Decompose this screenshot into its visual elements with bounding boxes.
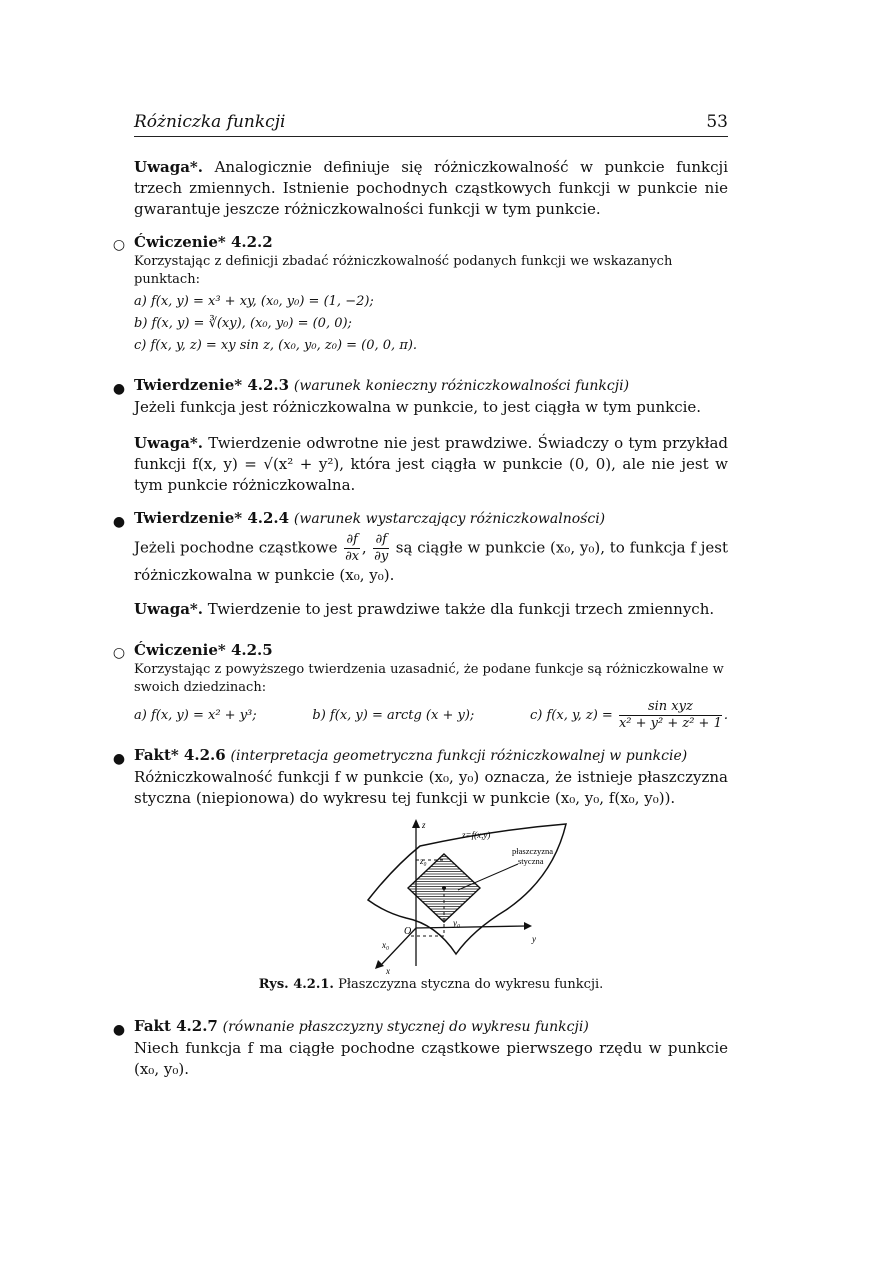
theorem-text-after: są ciągłe w punkcie (x₀, y₀), to funkcja f jest różniczkowalna w punkcie (x₀, y₀). <box>134 538 728 584</box>
partial-fx: $\frac{\partial f}{\partial x}$ <box>345 532 360 564</box>
exercise-intro: Korzystając z powyższego twierdzenia uzasadnić, że podane funkcje są różniczkowalne w swoich dziedzinach: <box>134 662 724 695</box>
figure-caption <box>134 977 728 992</box>
exercise-label: Ćwiczenie* 4.2.2 <box>134 233 273 251</box>
label-plane-1: płaszczyzna <box>512 846 554 856</box>
z-axis-arrow-icon <box>412 819 420 828</box>
theorem-bullet-icon <box>112 382 126 396</box>
fact-subtitle: (równanie płaszczyzny stycznej do wykresu funkcji) <box>222 1019 589 1035</box>
fact-subtitle: (interpretacja geometryczna funkcji różniczkowalnej w punkcie) <box>230 748 688 764</box>
y-axis <box>416 926 526 928</box>
exercise-label: Ćwiczenie* 4.2.5 <box>134 641 273 659</box>
exercise-item-a: a) f(x, y) = x² + y³; <box>134 708 257 723</box>
exercise-4-2-5 <box>134 640 728 732</box>
remark-3 <box>134 599 728 620</box>
exercise-bullet-icon <box>112 238 126 252</box>
label-y0: y₀ <box>453 918 461 928</box>
page-number: 53 <box>706 112 728 132</box>
theorem-text: Jeżeli funkcja jest różniczkowalna w punkcie, to jest ciągła w tym punkcie. <box>134 398 702 416</box>
chapter-title: Różniczka funkcji <box>134 112 286 132</box>
exercise-item-a: a) f(x, y) = x³ + xy, (x₀, y₀) = (1, −2); <box>134 294 374 309</box>
remark-text: Twierdzenie to jest prawdziwe także dla funkcji trzech zmiennych. <box>207 600 715 618</box>
theorem-text-before: Jeżeli pochodne cząstkowe <box>134 538 338 557</box>
fact-label: Fakt* 4.2.6 <box>134 746 226 764</box>
remark-text: Twierdzenie odwrotne nie jest prawdziwe. Świadczy o tym przykład funkcji f(x, y) = √(x² + y²), która jest ciągła w punkcie (0, 0), ale nie jest w tym punkcie różniczkowalna. <box>134 434 728 494</box>
remark-label: Uwaga*. <box>134 158 203 176</box>
theorem-subtitle: (warunek wystarczający różniczkowalności) <box>293 511 606 527</box>
remark-label: Uwaga*. <box>134 434 203 452</box>
exercise-item-c: c) f(x, y, z) = $\frac{\text{sin xyz}}{\text{x² + y² + z² + 1}}$ . <box>530 699 728 731</box>
exercise-intro: Korzystając z definicji zbadać różniczkowalność podanych funkcji we wskazanych punktach: <box>134 254 673 287</box>
partial-fy: $\frac{\partial f}{\partial y}$ <box>374 532 389 564</box>
caption-text: Płaszczyzna styczna do wykresu funkcji. <box>338 977 604 992</box>
exercise-item-b: b) f(x, y) = arctg (x + y); <box>312 708 475 723</box>
fact-bullet-icon <box>112 752 126 766</box>
caption-label: Rys. 4.2.1. <box>258 977 334 992</box>
fact-text: Niech funkcja f ma ciągłe pochodne cząstkowe pierwszego rzędu w punkcie (x₀, y₀). <box>134 1039 728 1078</box>
y-axis-arrow-icon <box>524 922 532 930</box>
label-origin: O <box>404 926 412 937</box>
label-z: z <box>422 820 426 830</box>
label-surface: z=f(x,y) <box>462 830 491 840</box>
label-plane-2: styczna <box>518 856 544 866</box>
label-z0: z₀ <box>420 856 427 866</box>
fact-text: Różniczkowalność funkcji f w punkcie (x₀, y₀) oznacza, że istnieje płaszczyzna styczna (niepionowa) do wykresu tej funkcji w punkcie (x₀, y₀, f(x₀, y₀)). <box>134 768 728 807</box>
remark-text: Analogicznie definiuje się różniczkowalność w punkcie funkcji trzech zmiennych. Istnienie pochodnych cząstkowych funkcji w punkcie nie gwarantuje jeszcze różniczkowalności funkcji w tym punkcie. <box>134 158 728 218</box>
remark-2 <box>134 433 728 496</box>
label-x: x <box>386 966 390 976</box>
x-axis-arrow-icon <box>375 960 384 969</box>
fact-4-2-7 <box>134 1016 728 1080</box>
fact-4-2-6 <box>134 745 728 809</box>
exercise-items-row <box>134 699 728 732</box>
tangent-plane-figure <box>348 818 578 978</box>
exercise-bullet-icon <box>112 646 126 660</box>
theorem-subtitle: (warunek konieczny różniczkowalności funkcji) <box>293 378 630 394</box>
exercise-4-2-2 <box>134 232 728 355</box>
theorem-label: Twierdzenie* 4.2.3 <box>134 376 290 394</box>
theorem-4-2-3 <box>134 375 728 418</box>
remark-1 <box>134 157 728 220</box>
label-x0: x₀ <box>382 940 390 950</box>
exercise-item-c: c) f(x, y, z) = xy sin z, (x₀, y₀, z₀) = (0, 0, π). <box>134 338 418 353</box>
theorem-4-2-4: Twierdzenie* 4.2.4 (warunek wystarczający różniczkowalności) Jeżeli pochodne cząstkowe $\frac{\partial f}{\partial x}$ , $\frac{\partial f}{\partial y}$ są ciągłe w punkcie (x₀, y₀), to funkcja f jest różniczkowalna w punkcie (x₀, y₀). <box>134 509 728 584</box>
fact-label: Fakt 4.2.7 <box>134 1017 218 1035</box>
running-head <box>134 112 728 137</box>
theorem-bullet-icon <box>112 515 126 529</box>
label-y: y <box>532 934 536 944</box>
fact-bullet-icon <box>112 1023 126 1037</box>
theorem-label: Twierdzenie* 4.2.4 <box>134 509 290 527</box>
exercise-item-b: b) f(x, y) = ∛(xy), (x₀, y₀) = (0, 0); <box>134 316 352 331</box>
remark-label: Uwaga*. <box>134 600 203 618</box>
